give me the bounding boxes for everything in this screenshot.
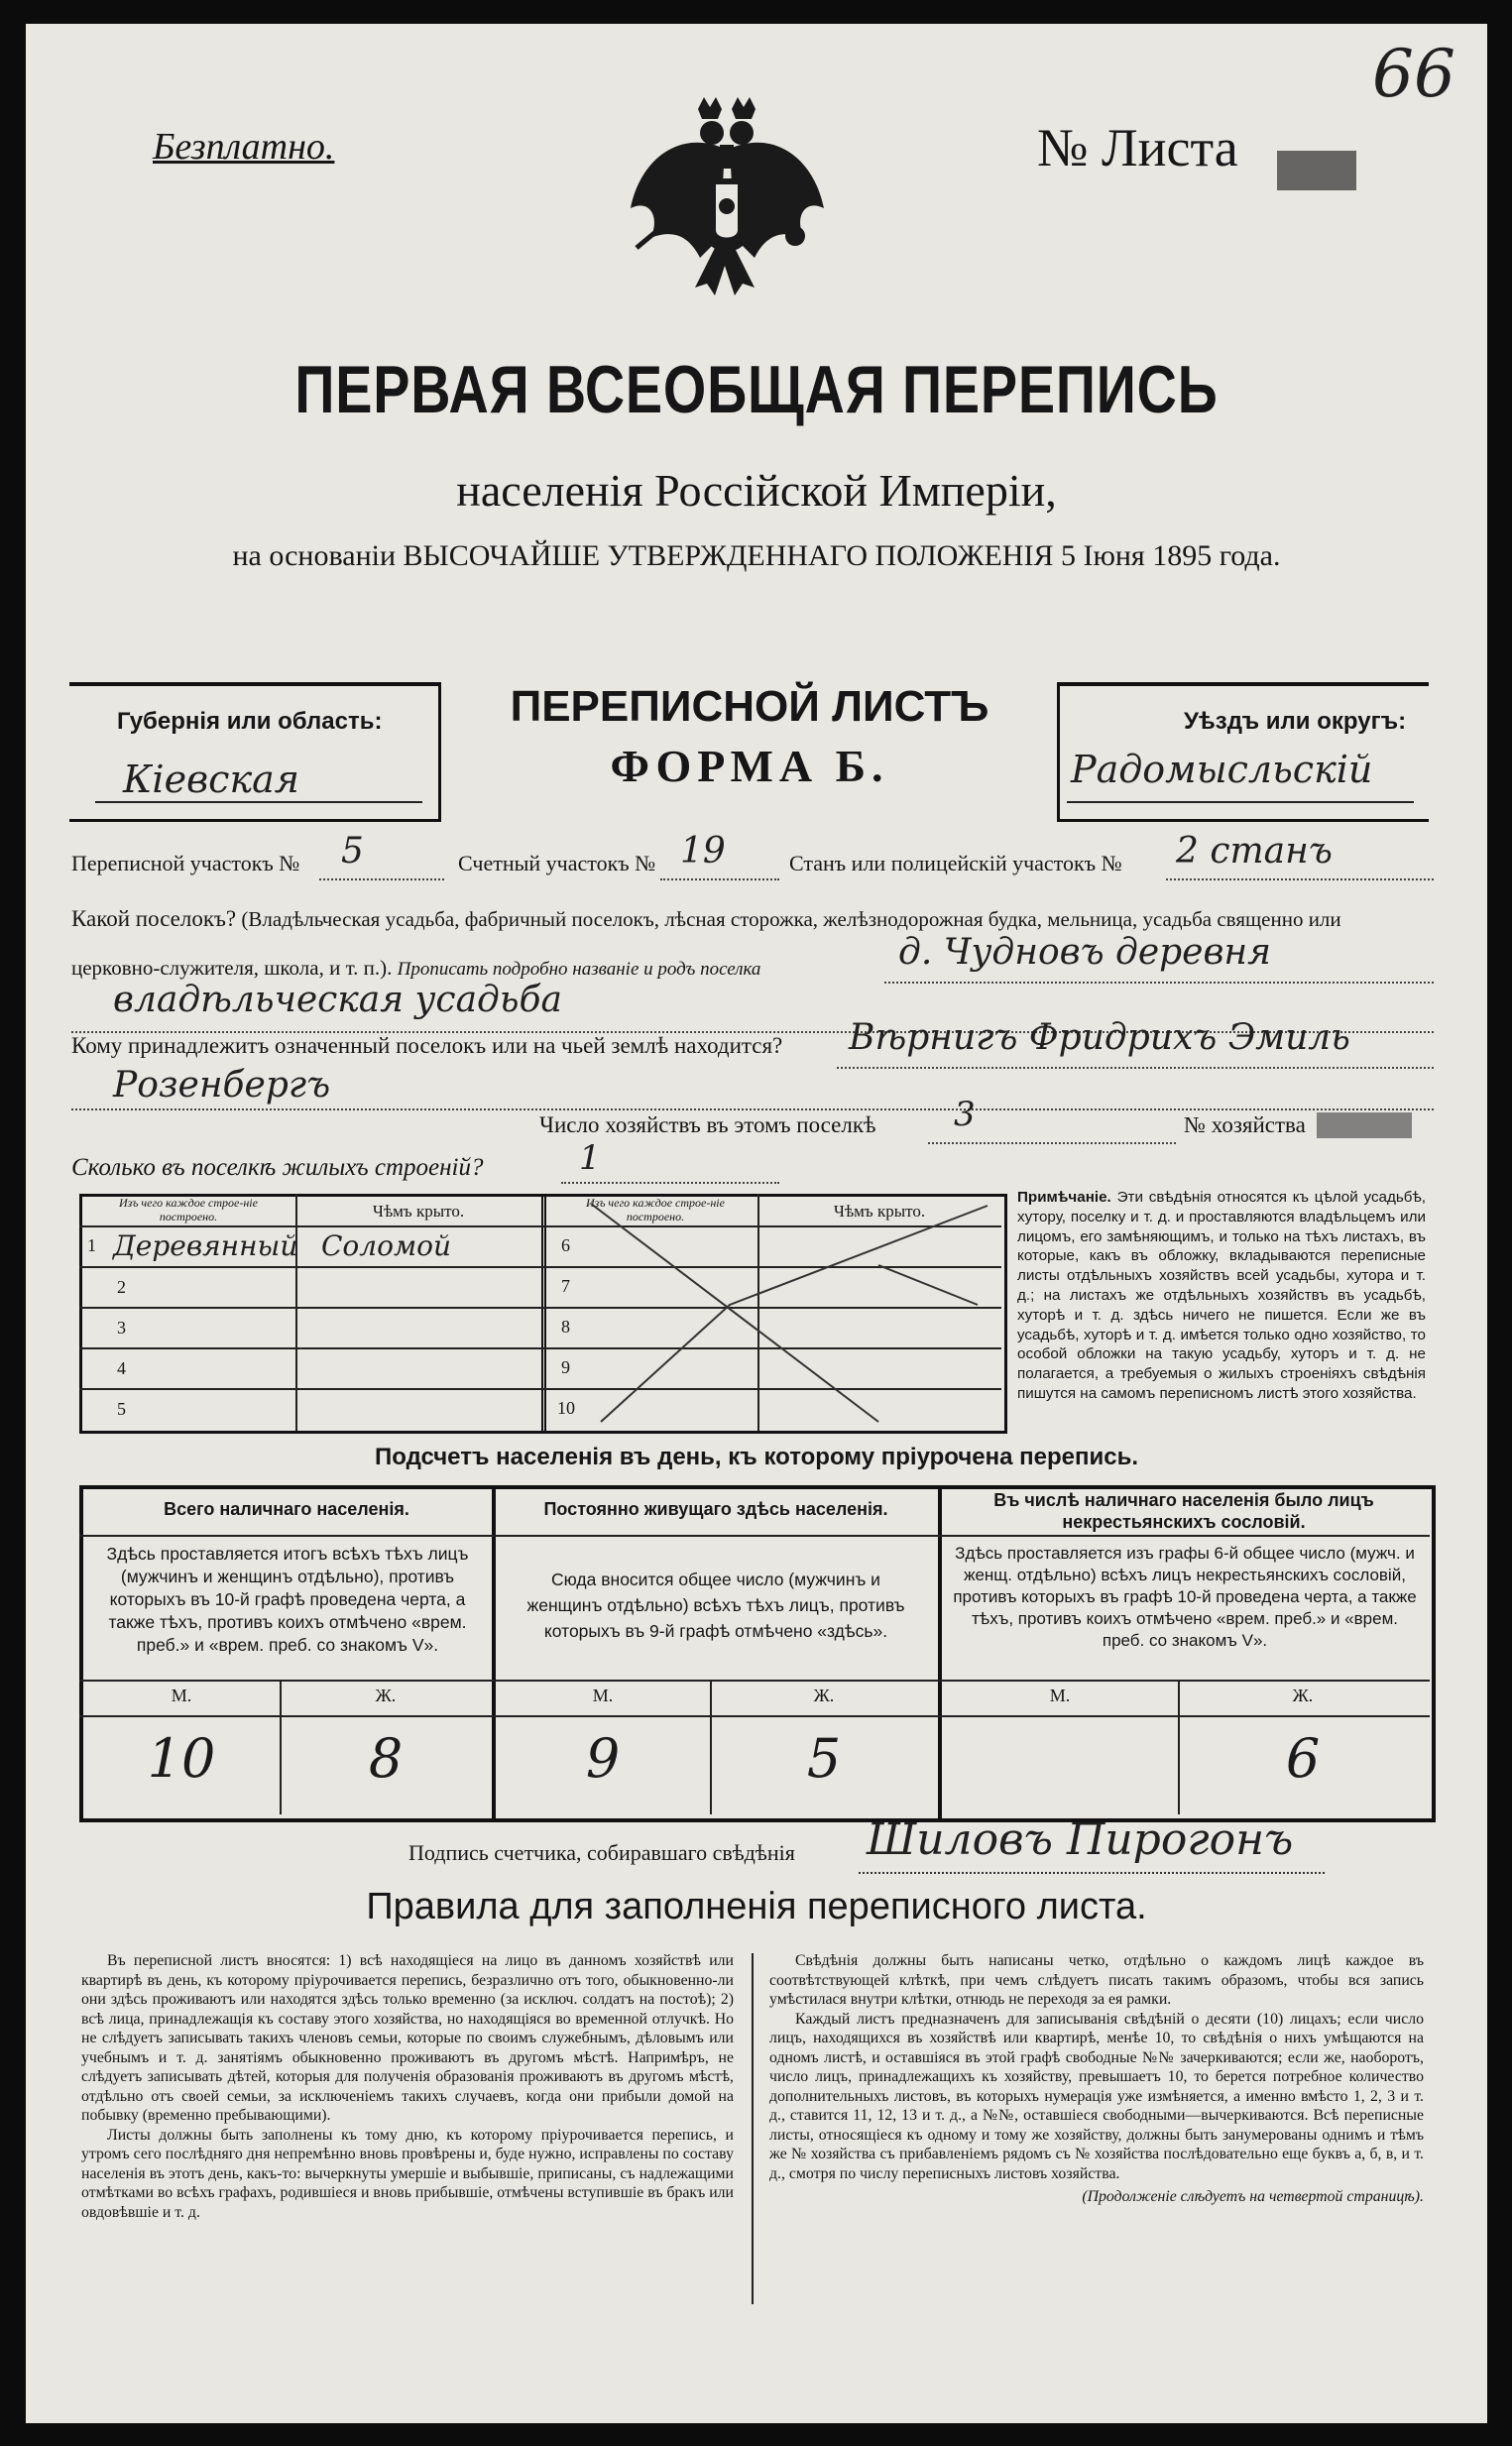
rules-right-paragraph-2: Каждый листъ предназначенъ для записыванія свѣдѣній о десяти (10) лицахъ; если число лицъ, находящихся въ хозяйствѣ или квартирѣ, менѣе 10, то свѣдѣнія о нихъ умѣщаются на одномъ листѣ, и оставшіяся въ этой графѣ свободные №№ зачеркиваются; если же, наоборотъ, число лицъ, принадлежащихъ къ хозяйству, превышаетъ 10, то берется потребное количество дополнительныхъ листовъ, въ которыхъ нумерація уже измѣняется, а именно вмѣсто 1, 2, 3 и т. д., ставится 11, 12, 13 и т. д., а №№, оставшіеся свободными—вычеркиваются. Всѣ переписные листы, относящіеся къ одному и тому же хозяйству, должны быть занумерованы однимъ и тѣмъ же № хозяйства съ прибавленіемъ рядомъ съ № хозяйства послѣдовательно еще буквъ а, б, в, и т. д., смотря по числу переписныхъ листовъ хозяйства. — [769, 2010, 1424, 2182]
stan-label: Станъ или полицейскій участокъ № — [789, 851, 1122, 875]
pop-nonpeasant-f: 6 — [1285, 1727, 1321, 1790]
pop-perm-f: 5 — [806, 1727, 842, 1790]
settlement-value-2: владѣльческая усадьба — [113, 980, 562, 1020]
pop-col1-text: Здѣсь проставляется итогъ всѣхъ тѣхъ лицъ (мужчинъ и женщинъ отдѣльно), противъ которыхъ въ 10-й графѣ проведена черта, а также тѣхъ, противъ коихъ отмѣчено «врем. преб.» и «врем. преб. со знакомъ V». — [106, 1544, 469, 1655]
sheet-number-field — [1277, 151, 1356, 190]
rules-left-column — [81, 1951, 734, 2222]
table-row-8: 8 — [561, 1317, 570, 1337]
settlement-hint: (Владѣльческая усадьба, фабричный поселокъ, лѣсная сторожка, желѣзнодорожная будка, мельница, усадьба священно или — [241, 907, 1341, 931]
rules-right-paragraph-1: Свѣдѣнія должны быть написаны четко, отдѣльно о каждомъ лицѣ каждое въ соотвѣтствующей клѣткѣ, при чемъ слѣдуетъ писать такимъ образомъ, чтобы вся запись умѣстилася внутри клѣтки, отнюдь не переходя за ея рамки. — [769, 1952, 1424, 2008]
sheet-number-label: № Листа — [1037, 118, 1238, 177]
pop-m-label-3: М. — [1049, 1686, 1071, 1705]
households-value: 3 — [954, 1095, 976, 1134]
note-text: Эти свѣдѣнія относятся къ цѣлой усадьбѣ, хутору, поселку и т. д. и проставляются владѣльцемъ или лицомъ, его замѣняющимъ, и только на тѣхъ листахъ, въ которые, какъ въ обложку, вкладываются переписные листы отдѣльныхъ хозяйствъ всей усадьбы, хутора и т. д.; на листахъ же отдѣльныхъ хозяйствъ въ усадьбѣ, хуторѣ и т. д. здѣсь ничего не пишется. Если же въ усадьбѣ, хуторѣ и т. д. имѣется только одно хозяйство, то особой обложки на такую усадьбу, хуторъ и т. д. не полагается, а требуемыя о жилыхъ строеніяхъ свѣдѣнія пишутся на самомъ переписномъ листѣ этого хозяйства. — [1017, 1189, 1426, 1402]
counting-district-value: 19 — [680, 831, 726, 872]
settlement-question-label: Какой поселокъ? — [71, 906, 237, 931]
pop-col2-title: Постоянно живущаго здѣсь населенія. — [543, 1499, 888, 1519]
owner-question: Кому принадлежитъ означенный поселокъ или на чьей землѣ находится? — [71, 1033, 783, 1058]
table-row-10: 10 — [557, 1398, 575, 1418]
table-header-material-left: Изъ чего каждое строе-ніе построено. — [119, 1196, 258, 1223]
owner-value-1: Вѣрнигъ Фридрихъ Эмиль — [849, 1017, 1350, 1058]
counting-district-label: Счетный участокъ № — [458, 851, 656, 875]
rules-title: Правила для заполненія переписного листа. — [366, 1886, 1147, 1927]
rules-left-paragraph-2: Листы должны быть заполнены къ тому дню, къ которому пріурочивается перепись, и утромъ сего послѣдняго дня непремѣнно вновь провѣрены и, буде нужно, исправлены по составу населенія въ этотъ день, какъ-то: вычеркнуты умершіе и выбывшіе, приписаны, съ надлежащими отмѣтками во всѣхъ графахъ, родившіеся и вновь прибывшіе, отмѣчены вступившіе въ бракъ или овдовѣвшіе и т. д. — [81, 2126, 734, 2221]
table-row-6: 6 — [561, 1235, 570, 1255]
census-district-value: 5 — [341, 831, 364, 872]
settlement-instruction: Прописать подробно названіе и родъ поселка — [397, 959, 761, 980]
rules-right-column — [769, 1951, 1424, 2207]
signature-value: Шиловъ Пирогонъ — [867, 1814, 1294, 1865]
pop-total-m: 10 — [147, 1727, 216, 1790]
rules-left-paragraph-1: Въ переписной листъ вносятся: 1) всѣ находящіеся на лицо въ данномъ хозяйствѣ или квартирѣ въ день, къ которому пріурочивается перепись, безразлично отъ того, обыкновенно-ли они здѣсь проживаютъ или находятся здѣсь только временно (за исключ. солдатъ на постоѣ); 2) всѣ лица, принадлежащія къ составу этого хозяйства, но находящіяся во временной отлучкѣ. Но не слѣдуетъ записывать такихъ членовъ семьи, которые по своимъ служебнымъ, дѣловымъ или учебнымъ и т. д. занятіямъ обыкновенно проживаютъ въ другомъ мѣстѣ. Напримѣръ, не слѣдуетъ записывать дѣтей, которыя для полученія образованія проживаютъ въ другомъ мѣстѣ, отдѣльно отъ своей семьи, за исключеніемъ такихъ случаевъ, когда они прибыли домой на побывку (временно пребывающими). — [81, 1952, 734, 2124]
buildings-label: Сколько въ поселкѣ жилыхъ строеній? — [71, 1154, 484, 1181]
table-header-roof-right: Чѣмъ крыто. — [833, 1202, 926, 1221]
table-row-1: 1 Деревянный Соломой — [87, 1229, 452, 1262]
census-district-label: Переписной участокъ № — [71, 851, 300, 875]
pop-f-label-1: Ж. — [375, 1686, 397, 1705]
table-header-roof-left: Чѣмъ крыто. — [372, 1202, 465, 1221]
note-block — [1017, 1188, 1426, 1404]
form-title: ПЕРЕПИСНОЙ ЛИСТЪ — [510, 682, 989, 731]
pop-col1-title: Всего наличнаго населенія. — [164, 1499, 409, 1519]
page-number: 66 — [1372, 36, 1455, 112]
signature-label: Подпись счетчика, собиравшаго свѣдѣнія — [408, 1840, 795, 1865]
page-title: ПЕРВАЯ ВСЕОБЩАЯ ПЕРЕПИСЬ — [294, 352, 1219, 427]
pop-f-label-2: Ж. — [813, 1686, 835, 1705]
households-label: Число хозяйствъ въ этомъ поселкѣ — [539, 1112, 876, 1137]
household-number-field — [1317, 1112, 1412, 1138]
buildings-value: 1 — [579, 1138, 601, 1178]
pop-col3-text: Здѣсь проставляется изъ графы 6-й общее число (мужч. и женщ. отдѣльно) всѣхъ лицъ некрестьянскихъ сословій, противъ которыхъ въ графѣ 10-й проведена черта, а также тѣхъ, противъ коихъ отмѣчено «врем. преб.» и «врем. преб. со знакомъ V». — [953, 1544, 1417, 1650]
form-subtitle: ФОРМА Б. — [610, 741, 889, 791]
pop-m-label-1: М. — [171, 1686, 192, 1705]
pop-col3-title: Въ числѣ наличнаго населенія было лицъ некрестьянскихъ сословій. — [993, 1490, 1374, 1532]
crossed-out-mark — [581, 1196, 997, 1426]
settlement-hint-line-2: церковно-служителя, школа, и т. п.). Прописать подробно названіе и родъ поселка — [71, 956, 761, 980]
uezd-value: Радомысльскій — [1071, 748, 1373, 791]
gubernia-value: Кіевская — [123, 757, 299, 801]
gubernia-label: Губернія или область: — [117, 708, 383, 735]
settlement-value-1: д. Чудновъ деревня — [898, 932, 1271, 973]
basis-line: на основаніи ВЫСОЧАЙШЕ УТВЕРЖДЕННАГО ПОЛОЖЕНІЯ 5 Іюня 1895 года. — [232, 539, 1281, 572]
imperial-eagle-icon — [621, 89, 829, 317]
table-header-material-right: Изъ чего каждое строе-ніе построено. — [586, 1196, 725, 1223]
note-title: Примѣчаніе. — [1017, 1189, 1111, 1206]
uezd-label: Уѣздъ или округъ: — [1184, 708, 1407, 735]
pop-m-label-2: М. — [592, 1686, 614, 1705]
population-title: Подсчетъ населенія въ день, къ которому пріурочена перепись. — [375, 1444, 1138, 1470]
pop-perm-m: 9 — [585, 1727, 621, 1790]
pop-col2-text: Сюда вносится общее число (мужчинъ и женщинъ отдѣльно) всѣхъ тѣхъ лицъ, противъ которыхъ въ 9-й графѣ отмѣчено «здѣсь». — [526, 1570, 905, 1641]
household-number-label: № хозяйства — [1184, 1112, 1306, 1137]
page-subtitle: населенія Россійской Имперіи, — [456, 465, 1057, 516]
census-sheet: Безплатно. 66 № Листа ПЕРВАЯ ВСЕОБЩАЯ ПЕРЕПИСЬ населенія Россійской Имперіи, на основаніи ВЫСОЧАЙШЕ УТВЕРЖДЕННАГО ПОЛОЖЕНІЯ 5 Іюня 1895 года. Губернія или область: Кіевская ПЕРЕПИСНОЙ ЛИСТЪ ФОРМА Б. Уѣздъ или округъ: Радомысльскій Переписной участокъ № 5 Счетный участокъ № 19 Станъ или полицейскій участокъ № 2 станъ Какой поселокъ? (Владѣльческая усадьба, фабричный поселокъ, лѣсная сторожка, желѣзнодорожная будка, мельница, усадьба священно или церковно-служителя, школа, и т. п.). Прописать подробно названіе и родъ поселка д. Чудновъ деревня владѣльческая усадьба Кому принадлежитъ означенный поселокъ или на чьей землѣ находится? Вѣрнигъ Фридрихъ Эмиль Розенбергъ Число хозяйствъ въ этомъ поселкѣ 3 № хозяйства Сколько въ поселкѣ жилыхъ строеній? 1 Изъ чего каждое строе-ніе построено. Чѣмъ крыто. Изъ чего каждое строе-ніе построено. Чѣмъ крыто. 1 Деревянный Соломой 2 3 4 5 6 7 8 9 10 Примѣчаніе. Эти свѣдѣнія относятся къ цѣлой усадьбѣ, хутору, поселку и т. д. и проставляются владѣльцемъ или лицомъ, его замѣняющимъ, и только на тѣхъ листахъ, въ которые, какъ въ обложку, вкладываются переписные листы отдѣльныхъ хозяйствъ всей усадьбы, хутора и т. д.; на листахъ же отдѣльныхъ хозяйствъ въ усадьбѣ, хуторѣ и т. д. здѣсь ничего не пишется. Если же въ усадьбѣ, хуторѣ и т. д. имѣется только одно хозяйство, то особой обложки на такую усадьбу, хуторъ и т. д. не полагается, а требуемыя о жилыхъ строеніяхъ свѣдѣнія пишутся на самомъ переписномъ листѣ этого хозяйства. Подсчетъ населенія въ день, къ которому пріурочена перепись. Всего наличнаго населенія. Постоянно живущаго здѣсь населенія. Въ числѣ наличнаго населенія было лицъ некрестьянскихъ сословій. Здѣсь проставляется итогъ всѣхъ тѣхъ лицъ (мужчинъ и женщинъ отдѣльно), противъ которыхъ въ 10-й графѣ проведена черта, а также тѣхъ, противъ коихъ отмѣчено «врем. преб.» и «врем. преб. со знакомъ V». Сюда вносится общее число (мужчинъ и женщинъ отдѣльно) всѣхъ тѣхъ лицъ, противъ которыхъ въ 9-й графѣ отмѣчено «здѣсь». Здѣсь проставляется изъ графы 6-й общее число (мужч. и женщ. отдѣльно) всѣхъ лицъ некрестьянскихъ сословій, противъ которыхъ въ графѣ 10-й проведена черта, а также тѣхъ, противъ коихъ отмѣчено «врем. преб.» и «врем. преб. со знакомъ V». М. Ж. М. Ж. М. Ж. 10 8 9 5 6 Подпись счетчика, собиравшаго свѣдѣнія Шиловъ Пирогонъ Правила для заполненія переписного листа. Въ переписной листъ вносятся: 1) всѣ находящіеся на лицо въ данномъ хозяйствѣ или квартирѣ въ день, къ которому пріурочивается перепись, безразлично отъ того, обыкновенно-ли они здѣсь проживаютъ или находятся здѣсь только временно (за исключ. солдатъ на постоѣ); 2) всѣ лица, принадлежащія къ составу этого хозяйства, но находящіяся во временной отлучкѣ. Но не слѣдуетъ записывать такихъ членовъ семьи, которые по своимъ служебнымъ, дѣловымъ или учебнымъ и т. д. занятіямъ обыкновенно проживаютъ въ другомъ мѣстѣ. Напримѣръ, не слѣдуетъ записывать дѣтей, которыя для полученія образованія проживаютъ въ другомъ мѣстѣ, отдѣльно отъ своей семьи, за исключеніемъ такихъ случаевъ, когда они прибыли домой на побывку (временно пребывающими). Листы должны быть заполнены къ тому дню, къ которому пріурочивается перепись, и утромъ сего послѣдняго дня непремѣнно вновь провѣрены и, буде нужно, исправлены по составу населенія въ этотъ день, какъ-то: вычеркнуты умершіе и выбывшіе, приписаны, съ надлежащими отмѣтками во всѣхъ графахъ, родившіеся и вновь прибывшіе, отмѣчены вступившіе въ бракъ или овдовѣвшіе и т. д. Свѣдѣнія должны быть написаны четко, отдѣльно о каждомъ лицѣ каждое въ соотвѣтствующей клѣткѣ, при чемъ слѣдуетъ писать такимъ образомъ, чтобы вся запись умѣстилася внутри клѣтки, отнюдь не переходя за ея рамки. Каждый листъ предназначенъ для записыванія свѣдѣній о десяти (10) лицахъ; если число лицъ, находящихся въ хозяйствѣ или квартирѣ, менѣе 10, то свѣдѣнія о нихъ умѣщаются на одномъ листѣ, и оставшіяся въ этой графѣ свободные №№ зачеркиваются; если же, наоборотъ, число лицъ, принадлежащихъ къ хозяйству, превышаетъ 10, то берется потребное количество дополнительныхъ листовъ, въ которыхъ нумерація уже измѣняется, а именно вмѣсто 1, 2, 3 и т. д., ставится 11, 12, 13 и т. д., а №№, оставшіеся свободными—вычеркиваются. Всѣ переписные листы, относящіеся къ одному и тому же хозяйству, должны быть занумерованы однимъ и тѣмъ же № хозяйства съ прибавленіемъ рядомъ съ № хозяйства послѣдовательно еще буквъ а, б, в, и т. д., смотря по числу переписныхъ листовъ хозяйства. (Продолженіе слѣдуетъ на четвертой страницѣ). — [26, 24, 1487, 2423]
free-label: Безплатно. — [153, 126, 335, 168]
stan-value: 2 станъ — [1176, 831, 1333, 872]
pop-f-label-3: Ж. — [1292, 1686, 1314, 1705]
owner-value-2: Розенбергъ — [113, 1065, 331, 1106]
table-row-9: 9 — [561, 1357, 570, 1377]
settlement-question — [71, 906, 1341, 932]
table-row-7: 7 — [561, 1276, 570, 1296]
rules-continued-note: (Продолженіе слѣдуетъ на четвертой страницѣ). — [1082, 2188, 1424, 2205]
pop-total-f: 8 — [368, 1727, 404, 1790]
